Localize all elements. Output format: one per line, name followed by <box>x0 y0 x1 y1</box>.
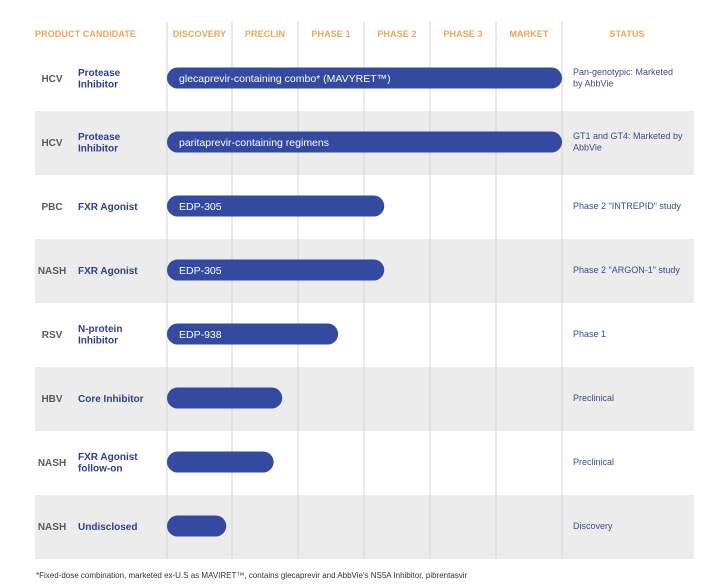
indication: HCV <box>41 138 63 149</box>
pipeline-row <box>41 67 673 91</box>
indication: NASH <box>37 266 67 277</box>
progress-bar <box>167 516 226 537</box>
mechanism-label: FXR Agonist <box>78 266 138 277</box>
status-text: Discovery <box>573 521 613 531</box>
status-text: Phase 1 <box>573 329 607 339</box>
progress-bar <box>167 452 274 473</box>
status-text: Phase 2 "ARGON-1" study <box>573 265 680 275</box>
header-stage: PHASE 1 <box>311 29 351 39</box>
mechanism-label: Inhibitor <box>78 79 118 91</box>
mechanism-label: Undisclosed <box>78 522 138 533</box>
pipeline-row <box>41 196 681 217</box>
progress-bar <box>167 388 282 409</box>
status-text: Phase 2 "INTREPID" study <box>573 201 681 211</box>
mechanism-label: Inhibitor <box>78 143 118 155</box>
footnote: *Fixed-dose combination, marketed ex-U.S as MAVIRET™, contains glecaprevir and AbbVie's NS5A Inhibitor, pibrentasvir <box>36 571 468 580</box>
bar-label: EDP-305 <box>179 201 222 213</box>
header-product-candidate: PRODUCT CANDIDATE <box>35 29 137 39</box>
pipeline-row <box>42 324 606 347</box>
status-text: Pan-genotypic: Marketed <box>573 67 674 77</box>
bar-label: glecaprevir-containing combo* (MAVYRET™) <box>179 73 391 85</box>
indication: NASH <box>37 522 67 533</box>
column-headers <box>35 29 645 39</box>
indication: HCV <box>41 74 63 85</box>
header-stage: PRECLIN <box>244 29 286 39</box>
bar-label: paritaprevir-containing regimens <box>179 137 329 149</box>
mechanism-label: Core Inhibitor <box>78 394 144 405</box>
mechanism-label: Protease <box>78 132 121 143</box>
indication: PBC <box>41 202 63 213</box>
status-text: by AbbVie <box>573 78 614 89</box>
status-text: Preclinical <box>573 457 615 467</box>
indication: HBV <box>41 394 63 405</box>
header-stage: PHASE 2 <box>377 29 417 39</box>
bar-label: EDP-305 <box>179 265 222 277</box>
indication: NASH <box>37 458 67 469</box>
header-status: STATUS <box>609 29 645 39</box>
status-text: Preclinical <box>573 393 615 403</box>
indication: RSV <box>41 330 63 341</box>
mechanism-label: FXR Agonist <box>78 202 138 213</box>
header-stage: DISCOVERY <box>172 29 227 39</box>
header-stage: MARKET <box>509 29 549 39</box>
mechanism-label: follow-on <box>78 463 123 475</box>
status-text: AbbVie <box>573 142 602 153</box>
mechanism-label: FXR Agonist <box>78 452 138 463</box>
header-stage: PHASE 3 <box>443 29 483 39</box>
pipeline-row <box>38 452 614 475</box>
mechanism-label: Inhibitor <box>78 335 118 347</box>
status-text: GT1 and GT4: Marketed by <box>573 131 683 141</box>
mechanism-label: N-protein <box>78 324 123 335</box>
mechanism-label: Protease <box>78 68 121 79</box>
bar-label: EDP-938 <box>179 329 222 341</box>
